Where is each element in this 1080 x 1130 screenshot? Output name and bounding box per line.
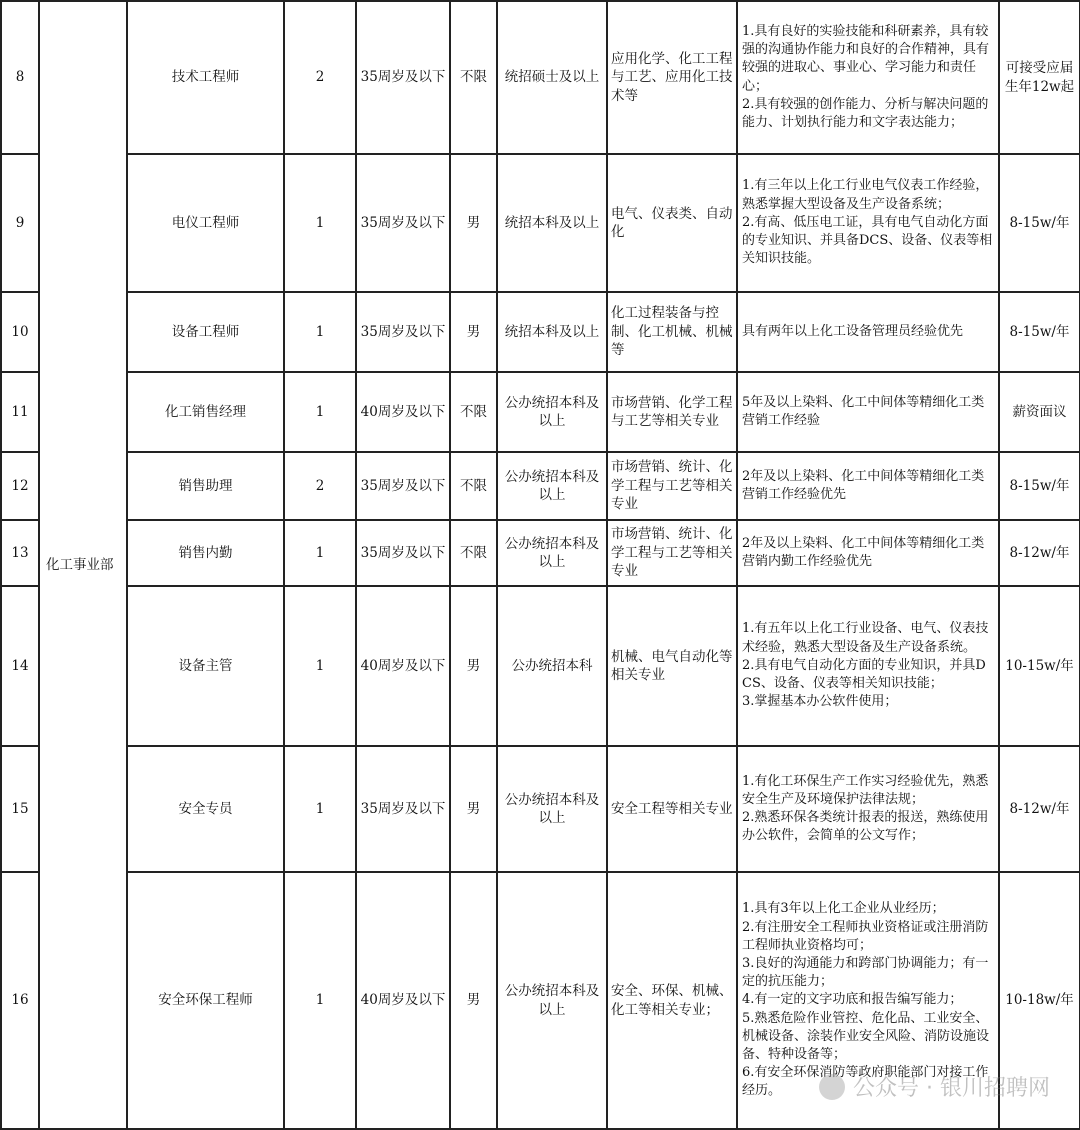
salary-cell: 8-15w/年 (999, 452, 1080, 520)
job-title-cell: 设备主管 (127, 586, 284, 746)
gender-cell: 男 (450, 746, 497, 872)
headcount-cell: 1 (284, 586, 356, 746)
salary-cell: 薪资面议 (999, 372, 1080, 452)
requirements-cell: 1.有化工环保生产工作实习经验优先，熟悉安全生产及环境保护法律法规； 2.熟悉环保各类统计报表的报送，熟练使用办公软件，会简单的公文写作； (737, 746, 999, 872)
table-row (1, 586, 1080, 746)
gender-cell: 男 (450, 586, 497, 746)
salary-cell: 8-12w/年 (999, 520, 1080, 586)
age-limit-cell: 35周岁及以下 (356, 520, 450, 586)
major-cell: 市场营销、化学工程与工艺等相关专业 (607, 372, 737, 452)
headcount-cell: 2 (284, 452, 356, 520)
watermark-text: 公众号 · 银川招聘网 (853, 1076, 1050, 1101)
salary-cell: 10-18w/年 (999, 872, 1080, 1129)
table-row (1, 292, 1080, 372)
requirements-cell: 1.具有良好的实验技能和科研素养，具有较强的沟通协作能力和良好的合作精神，具有较强的进取心、事业心、学习能力和责任心； 2.具有较强的创作能力、分析与解决问题的能力、计划执行能力和文字表达能力； (737, 1, 999, 154)
gender-cell: 男 (450, 154, 497, 292)
row-number-cell: 12 (1, 452, 39, 520)
job-title-cell: 销售助理 (127, 452, 284, 520)
row-number-cell: 8 (1, 1, 39, 154)
job-title-cell: 电仪工程师 (127, 154, 284, 292)
major-cell: 市场营销、统计、化学工程与工艺等相关专业 (607, 452, 737, 520)
job-title-cell: 安全环保工程师 (127, 872, 284, 1129)
age-limit-cell: 40周岁及以下 (356, 872, 450, 1129)
requirements-cell: 2年及以上染料、化工中间体等精细化工类营销工作经验优先 (737, 452, 999, 520)
job-title-cell: 技术工程师 (127, 1, 284, 154)
table-row (1, 1, 1080, 154)
table-row (1, 154, 1080, 292)
table-body (1, 1, 1080, 1129)
headcount-cell: 1 (284, 520, 356, 586)
row-number-cell: 9 (1, 154, 39, 292)
row-number-cell: 14 (1, 586, 39, 746)
table-row (1, 372, 1080, 452)
major-cell: 电气、仪表类、自动化 (607, 154, 737, 292)
headcount-cell: 1 (284, 292, 356, 372)
requirements-cell: 1.具有3年以上化工企业从业经历； 2.有注册安全工程师执业资格证或注册消防工程师执业资格均可； 3.良好的沟通能力和跨部门协调能力；有一定的抗压能力； 4.有一定的文字功底和报告编写能力； 5.熟悉危险作业管控、危化品、工业安全、机械设备、涂装作业安全风险、消防设施设备、特种设备等； 6.有安全环保消防等政府职能部门对接工作经历。 (737, 872, 999, 1129)
education-cell: 公办统招本科及以上 (497, 452, 607, 520)
major-cell: 应用化学、化工工程与工艺、应用化工技术等 (607, 1, 737, 154)
watermark (819, 1071, 1050, 1102)
gender-cell: 不限 (450, 372, 497, 452)
education-cell: 公办统招本科及以上 (497, 520, 607, 586)
salary-cell: 8-15w/年 (999, 292, 1080, 372)
row-number-cell: 13 (1, 520, 39, 586)
gender-cell: 不限 (450, 1, 497, 154)
education-cell: 公办统招本科及以上 (497, 746, 607, 872)
age-limit-cell: 35周岁及以下 (356, 452, 450, 520)
education-cell: 公办统招本科及以上 (497, 372, 607, 452)
requirements-cell: 1.有五年以上化工行业设备、电气、仪表技术经验，熟悉大型设备及生产设备系统。 2.具有电气自动化方面的专业知识，并具DCS、设备、仪表等相关知识技能； 3.掌握基本办公软件使用； (737, 586, 999, 746)
headcount-cell: 1 (284, 372, 356, 452)
education-cell: 公办统招本科 (497, 586, 607, 746)
major-cell: 安全工程等相关专业 (607, 746, 737, 872)
requirements-cell: 2年及以上染料、化工中间体等精细化工类营销内勤工作经验优先 (737, 520, 999, 586)
education-cell: 公办统招本科及以上 (497, 872, 607, 1129)
age-limit-cell: 35周岁及以下 (356, 746, 450, 872)
education-cell: 统招本科及以上 (497, 154, 607, 292)
salary-cell: 8-12w/年 (999, 746, 1080, 872)
gender-cell: 不限 (450, 520, 497, 586)
age-limit-cell: 35周岁及以下 (356, 292, 450, 372)
major-cell: 化工过程装备与控制、化工机械、机械等 (607, 292, 737, 372)
row-number-cell: 15 (1, 746, 39, 872)
gender-cell: 不限 (450, 452, 497, 520)
row-number-cell: 10 (1, 292, 39, 372)
major-cell: 市场营销、统计、化学工程与工艺等相关专业 (607, 520, 737, 586)
gender-cell: 男 (450, 872, 497, 1129)
major-cell: 安全、环保、机械、化工等相关专业； (607, 872, 737, 1129)
salary-cell: 8-15w/年 (999, 154, 1080, 292)
job-title-cell: 化工销售经理 (127, 372, 284, 452)
job-title-cell: 安全专员 (127, 746, 284, 872)
job-title-cell: 设备工程师 (127, 292, 284, 372)
headcount-cell: 1 (284, 746, 356, 872)
wechat-icon (819, 1074, 845, 1100)
table-row (1, 520, 1080, 586)
age-limit-cell: 35周岁及以下 (356, 1, 450, 154)
salary-cell: 10-15w/年 (999, 586, 1080, 746)
requirements-cell: 具有两年以上化工设备管理员经验优先 (737, 292, 999, 372)
education-cell: 统招本科及以上 (497, 292, 607, 372)
major-cell: 机械、电气自动化等相关专业 (607, 586, 737, 746)
table-row (1, 452, 1080, 520)
requirements-cell: 1.有三年以上化工行业电气仪表工作经验，熟悉掌握大型设备及生产设备系统； 2.有高、低压电工证，具有电气自动化方面的专业知识、并具备DCS、设备、仪表等相关知识技能。 (737, 154, 999, 292)
age-limit-cell: 40周岁及以下 (356, 586, 450, 746)
education-cell: 统招硕士及以上 (497, 1, 607, 154)
requirements-cell: 5年及以上染料、化工中间体等精细化工类营销工作经验 (737, 372, 999, 452)
age-limit-cell: 35周岁及以下 (356, 154, 450, 292)
table-row (1, 746, 1080, 872)
salary-cell: 可接受应届生年12w起 (999, 1, 1080, 154)
headcount-cell: 1 (284, 872, 356, 1129)
gender-cell: 男 (450, 292, 497, 372)
job-title-cell: 销售内勤 (127, 520, 284, 586)
row-number-cell: 11 (1, 372, 39, 452)
age-limit-cell: 40周岁及以下 (356, 372, 450, 452)
headcount-cell: 2 (284, 1, 356, 154)
headcount-cell: 1 (284, 154, 356, 292)
department-cell: 化工事业部 (39, 1, 127, 1129)
row-number-cell: 16 (1, 872, 39, 1129)
